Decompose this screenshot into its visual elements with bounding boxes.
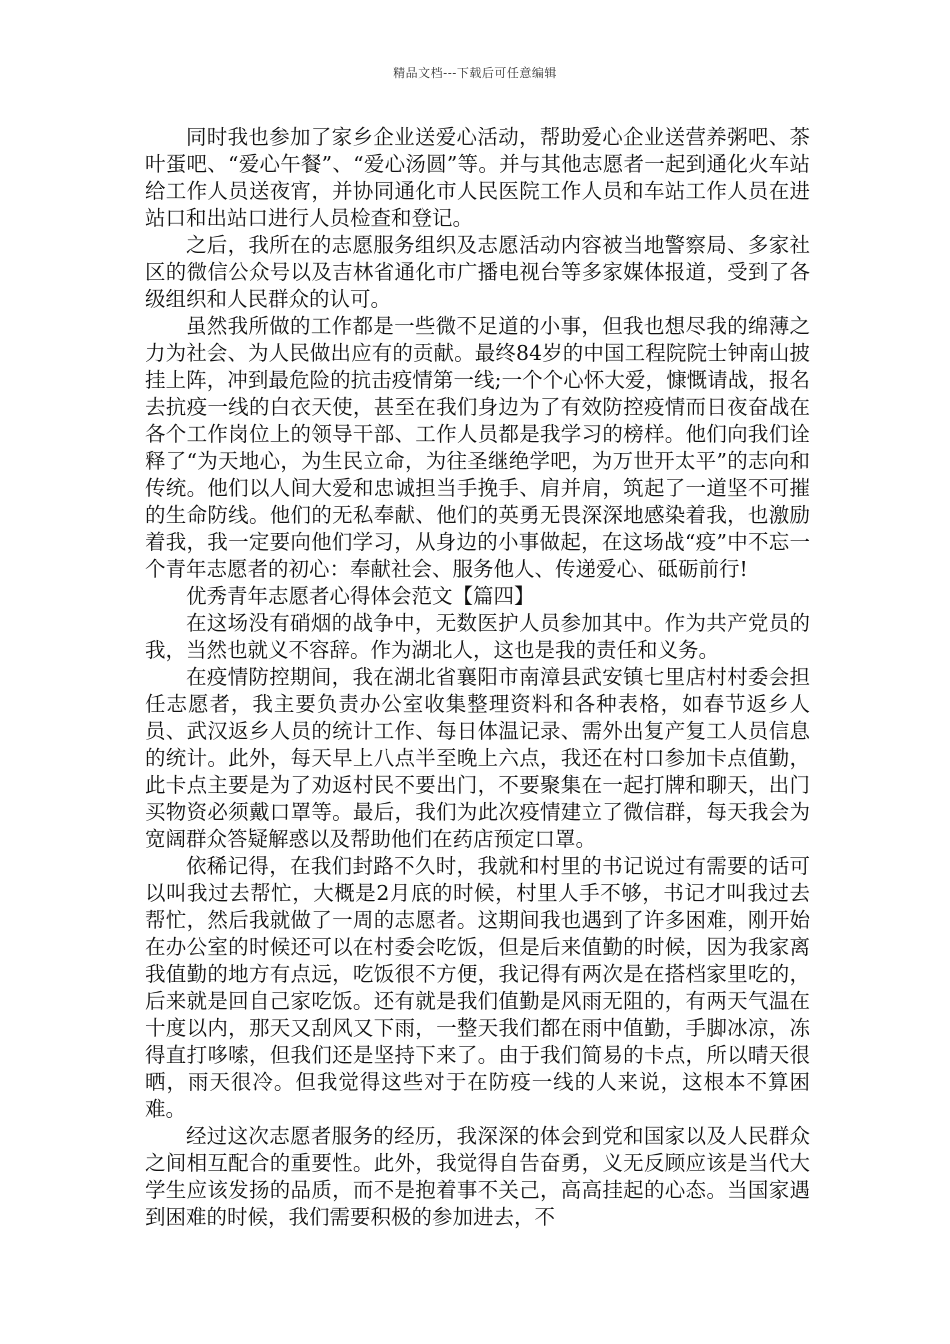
paragraph: 在这场没有硝烟的战争中，无数医护人员参加其中。作为共产党员的我，当然也就义不容辞。作为湖北人，这也是我的责任和义务。 [145,611,810,662]
paragraph: 之后，我所在的志愿服务组织及志愿活动内容被当地警察局、多家社区的微信公众号以及吉林省通化市广播电视台等多家媒体报道，受到了各级组织和人民群众的认可。 [145,233,810,311]
paragraph: 经过这次志愿者服务的经历，我深深的体会到党和国家以及人民群众之间相互配合的重要性。此外，我觉得自告奋勇，义无反顾应该是当代大学生应该发扬的品质，而不是抱着事不关己，高高挂起的心态。当国家遇到困难的时候，我们需要积极的参加进去，不 [145,1124,810,1229]
paragraph: 同时我也参加了家乡企业送爱心活动，帮助爱心企业送营养粥吧、茶叶蛋吧、“爱心午餐”、“爱心汤圆”等。并与其他志愿者一起到通化火车站给工作人员送夜宵，并协同通化市人民医院工作人员和车站工作人员在进站口和出站口进行人员检查和登记。 [145,125,810,230]
section-heading: 优秀青年志愿者心得体会范文【篇四】 [186,584,535,608]
paragraph: 依稀记得，在我们封路不久时，我就和村里的书记说过有需要的话可以叫我过去帮忙，大概是2月底的时候，村里人手不够，书记才叫我过去帮忙，然后我就做了一周的志愿者。这期间我也遇到了许多困难，刚开始在办公室的时候还可以在村委会吃饭，但是后来值勤的时候，因为我家离我值勤的地方有点远，吃饭很不方便，我记得有两次是在搭档家里吃的，后来就是回自己家吃饭。还有就是我们值勤是风雨无阻的，有两天气温在十度以内，那天又刮风又下雨，一整天我们都在雨中值勤，手脚冰凉，冻得直打哆嗦，但我们还是坚持下来了。由于我们简易的卡点，所以晴天很晒，雨天很冷。但我觉得这些对于在防疫一线的人来说，这根本不算困难。 [145,854,810,1121]
document-body [145,124,810,1231]
page-header: 精品文档---下载后可任意编辑 [393,66,557,80]
paragraph: 在疫情防控期间，我在湖北省襄阳市南漳县武安镇七里店村村委会担任志愿者，我主要负责办公室收集整理资料和各种表格，如春节返乡人员、武汉返乡人员的统计工作、每日体温记录、需外出复产复工人员信息的统计。此外，每天早上八点半至晚上六点，我还在村口参加卡点值勤，此卡点主要是为了劝返村民不要出门，不要聚集在一起打牌和聊天，出门买物资必须戴口罩等。最后，我们为此次疫情建立了微信群，每天我会为宽阔群众答疑解惑以及帮助他们在药店预定口罩。 [145,665,810,851]
paragraph: 虽然我所做的工作都是一些微不足道的小事，但我也想尽我的绵薄之力为社会、为人民做出应有的贡献。最终84岁的中国工程院院士钟南山披挂上阵，冲到最危险的抗击疫情第一线;一个个心怀大爱，慷慨请战，报名去抗疫一线的白衣天使，甚至在我们身边为了有效防控疫情而日夜奋战在各个工作岗位上的领导干部、工作人员都是我学习的榜样。他们向我们诠释了“为天地心，为生民立命，为往圣继绝学吧，为万世开太平”的志向和传统。他们以人间大爱和忠诚担当手挽手、肩并肩，筑起了一道坚不可摧的生命防线。他们的无私奉献、他们的英勇无畏深深地感染着我，也激励着我，我一定要向他们学习，从身边的小事做起，在这场战“疫”中不忘一个青年志愿者的初心：奉献社会、服务他人、传递爱心、砥砺前行! [145,314,810,581]
